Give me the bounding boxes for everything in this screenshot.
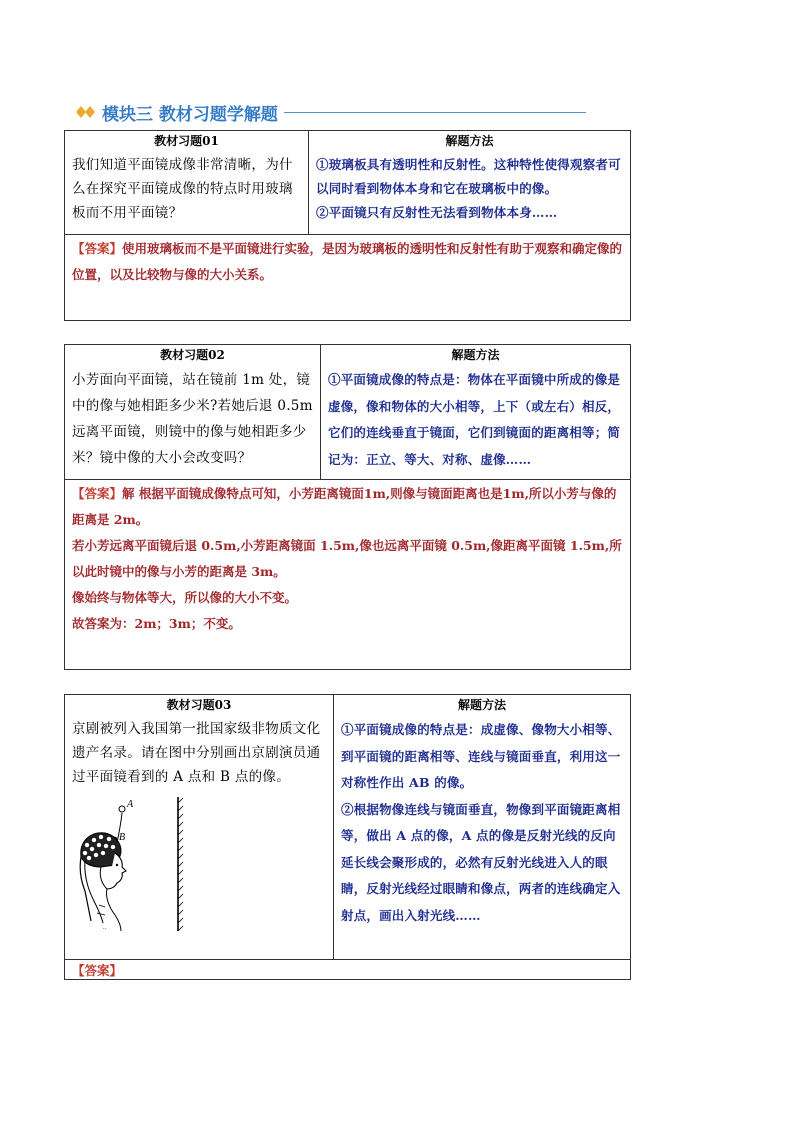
exercise-02-answer-1 (65, 480, 630, 533)
section-title: 模块三 教材习题学解题 (102, 104, 278, 125)
double-diamond-icon (76, 105, 98, 119)
opera-mirror-figure (75, 795, 235, 935)
exercise-01-table (64, 130, 631, 321)
eye (116, 864, 118, 866)
point-a-marker (119, 806, 125, 812)
exercise-03-answer (65, 960, 630, 980)
answer-tag: 【答案】 (72, 486, 123, 501)
svg-text:..: .. (103, 925, 106, 931)
exercise-02-title: 教材习题02 (160, 348, 225, 362)
exercise-03-title: 教材习题03 (166, 698, 232, 712)
label-b: B (119, 832, 126, 843)
exercise-03-method-2: ②根据物像连线与镜面垂直，物像到平面镜距离相等，做出 A 点的像，A 点的像是反射光线的反向延长线会聚形成的，必然有反射光线进入人的眼睛，反射光线经过眼睛和像点，两者的连线确定入射点，画出入射光线…… (341, 801, 621, 923)
exercise-03-table (64, 694, 631, 980)
exercise-01-method-2: ②平面镜只有反射性无法看到物体本身…… (316, 205, 558, 220)
header-rule (284, 112, 586, 113)
label-a: A (127, 799, 134, 810)
answer-tag: 【答案】 (72, 241, 123, 256)
exercise-02-answer-4: 故答案为：2m；3m；不变。 (72, 616, 241, 631)
exercise-02-question: 小芳面向平面镜，站在镜前 1m 处，镜中的像与她相距多少米?若她后退 0.5m 远离平面镜，则镜中的像与她相距多少米？镜中像的大小会改变吗？ (72, 372, 313, 466)
exercise-01-method-1: ①玻璃板具有透明性和反射性。这种特性使得观察者可以同时看到物体本身和它在玻璃板中的像。 (316, 157, 621, 196)
exercise-03-question: 京剧被列入我国第一批国家级非物质文化遗产名录。请在图中分别画出京剧演员通过平面镜看到的 A 点和 B 点的像。 (72, 721, 321, 785)
exercise-03-method-1: ①平面镜成像的特点是：成虚像、像物大小相等、到平面镜的距离相等、连线与镜面垂直，利用这一对称性作出 AB 的像。 (341, 722, 621, 790)
exercise-01-answer (65, 235, 630, 288)
method-header: 解题方法 (445, 134, 494, 148)
method-header: 解题方法 (457, 698, 506, 712)
exercise-02-answer-3: 像始终与物体等大，所以像的大小不变。 (72, 590, 298, 605)
exercise-01-answer-text: 使用玻璃板而不是平面镜进行实验，是因为玻璃板的透明性和反射性有助于观察和确定像的位置，以及比较物与像的大小关系。 (72, 241, 623, 282)
exercise-01-title: 教材习题01 (154, 134, 219, 148)
answer-tag: 【答案】 (72, 963, 123, 978)
exercise-02-table (64, 344, 631, 670)
exercise-02-answer-2: 若小芳远离平面镜后退 0.5m,小芳距离镜面 1.5m,像也远离平面镜 0.5m,像距离平面镜 1.5m,所以此时镜中的像与小芳的距离是 3m。 (72, 538, 622, 579)
exercise-01-question: 我们知道平面镜成像非常清晰，为什么在探究平面镜成像的特点时用玻璃板而不用平面镜？ (72, 157, 293, 221)
exercise-02-answer-text-1: 解 根据平面镜成像特点可知，小芳距离镜面1m,则像与镜面距离也是1m,所以小芳与像的距离是 2m。 (72, 486, 617, 527)
opera-figure-drawing (75, 795, 235, 935)
method-header: 解题方法 (451, 348, 500, 362)
exercise-02-method: ①平面镜成像的特点是：物体在平面镜中所成的像是虚像，像和物体的大小相等，上下（或左右）相反，它们的连线垂直于镜面，它们到镜面的距离相等；简记为：正立、等大、对称、虚像…… (328, 372, 621, 467)
section-header (76, 98, 586, 126)
